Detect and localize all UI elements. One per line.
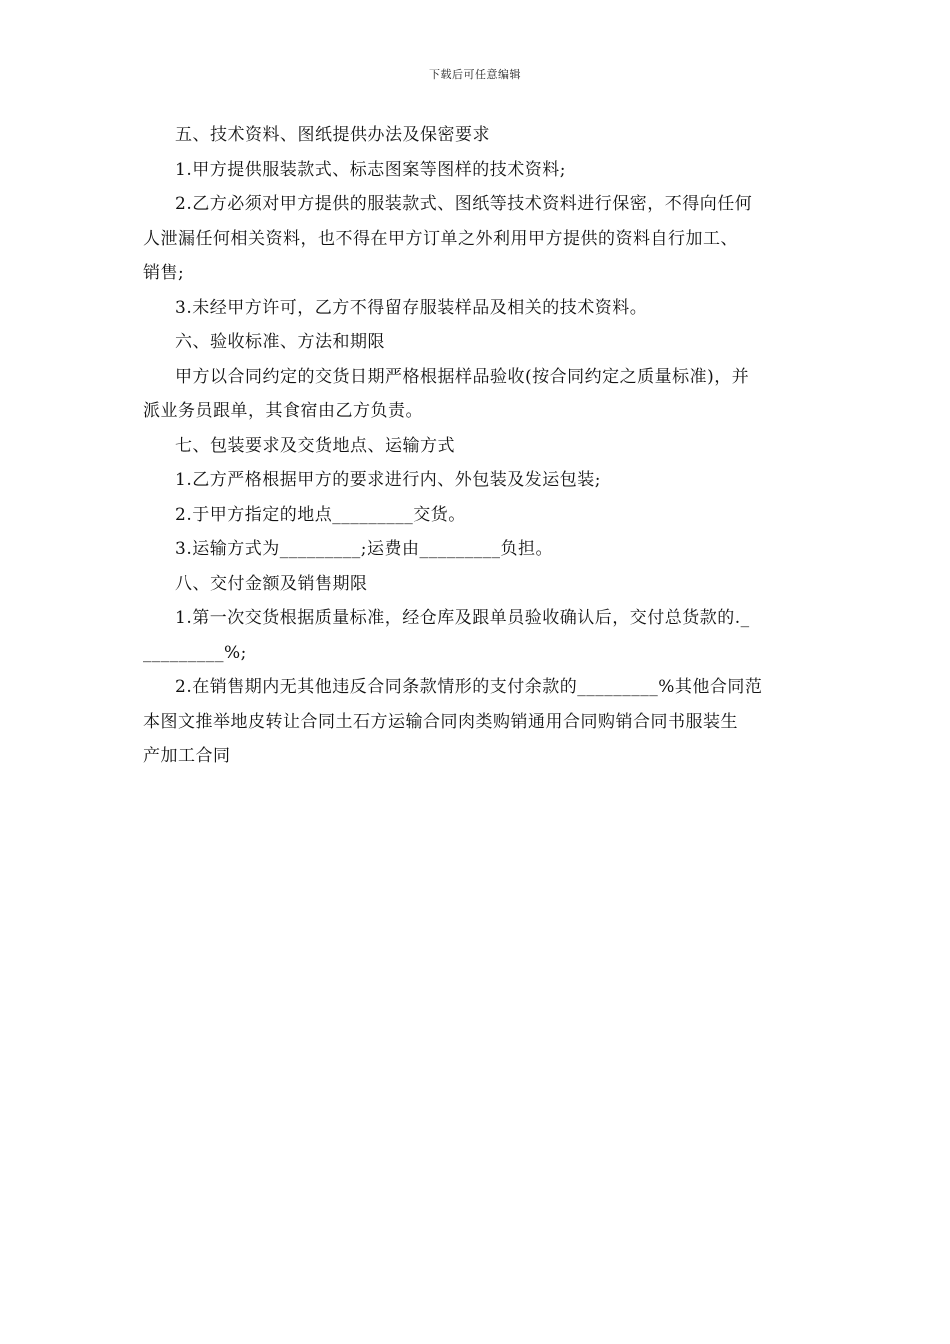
clause-5-2-line-3: 销售;: [143, 263, 185, 283]
clause-5-1: 1.甲方提供服装款式、标志图案等图样的技术资料;: [175, 159, 566, 180]
clause-8-2-line-2: 本图文推举地皮转让合同土石方运输合同肉类购销通用合同购销合同书服装生: [143, 711, 738, 732]
clause-8-1-line-1: 1.第一次交货根据质量标准，经仓库及跟单员验收确认后，交付总货款的._: [175, 608, 750, 628]
section-heading-8: 八、交付金额及销售期限: [175, 573, 368, 594]
clause-8-2-line-3: 产加工合同: [143, 746, 231, 766]
section-heading-6: 六、验收标准、方法和期限: [175, 332, 385, 352]
clause-7-2: 2.于甲方指定的地点_________交货。: [175, 504, 466, 525]
clause-5-2-line-2: 人泄漏任何相关资料，也不得在甲方订单之外利用甲方提供的资料自行加工、: [143, 228, 738, 249]
clause-8-2-line-1: 2.在销售期内无其他违反合同条款情形的支付余款的_________%其他合同范: [175, 677, 763, 697]
clause-5-2-line-1: 2.乙方必须对甲方提供的服装款式、图纸等技术资料进行保密，不得向任何: [175, 194, 753, 214]
clause-8-1-line-2: _________%;: [143, 642, 247, 663]
section-heading-7: 七、包装要求及交货地点、运输方式: [175, 435, 455, 456]
clause-6-line-2: 派业务员跟单，其食宿由乙方负责。: [143, 401, 423, 421]
contract-body: [143, 118, 807, 774]
clause-5-3: 3.未经甲方许可，乙方不得留存服装样品及相关的技术资料。: [175, 297, 648, 318]
page-header-note: 下载后可任意编辑: [429, 68, 521, 81]
clause-6-line-1: 甲方以合同约定的交货日期严格根据样品验收(按合同约定之质量标准)，并: [175, 366, 750, 387]
clause-7-3: 3.运输方式为_________;运费由_________负担。: [175, 539, 553, 559]
clause-7-1: 1.乙方严格根据甲方的要求进行内、外包装及发运包装;: [175, 470, 601, 490]
section-heading-5: 五、技术资料、图纸提供办法及保密要求: [175, 125, 490, 145]
